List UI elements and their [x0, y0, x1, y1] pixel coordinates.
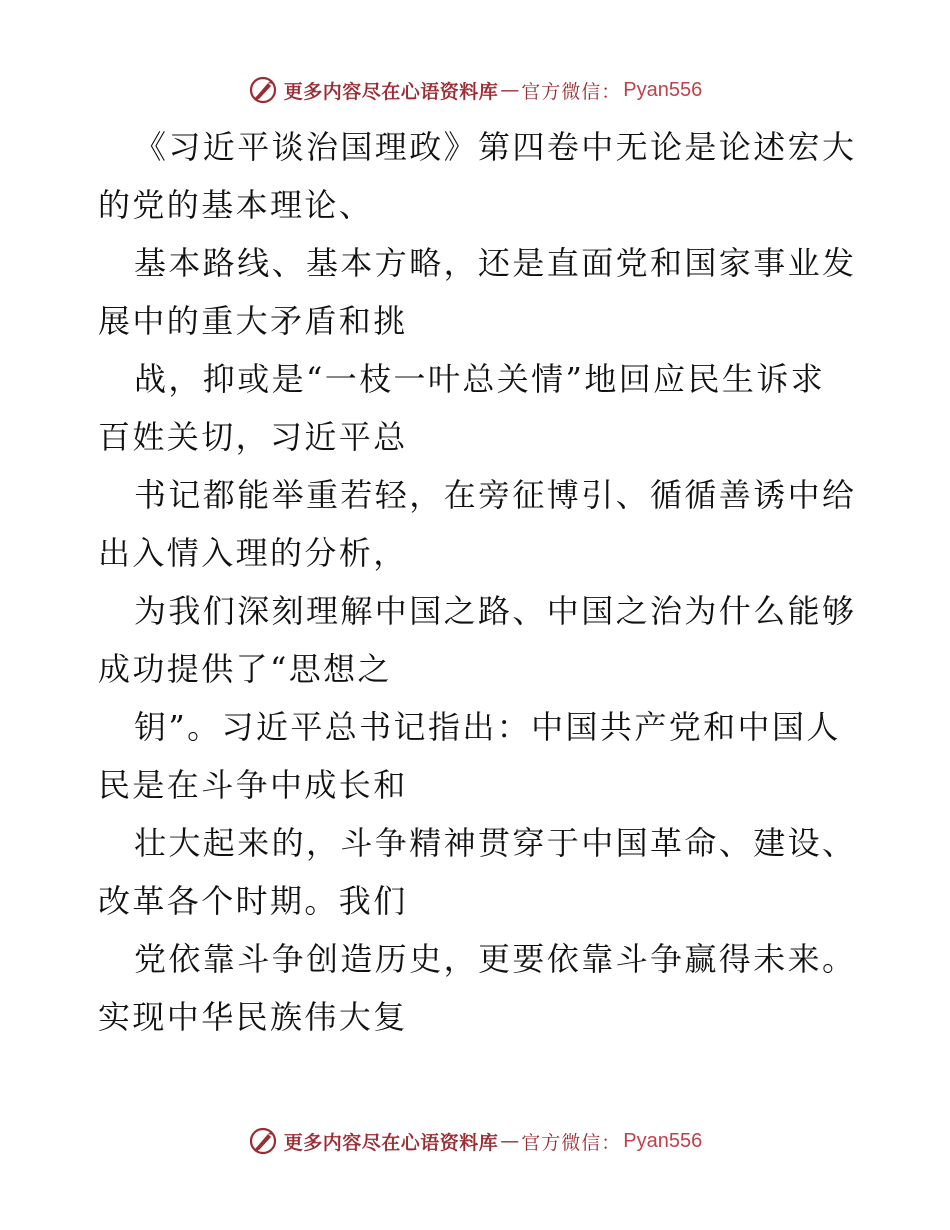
header-banner [0, 72, 950, 108]
document-body [98, 118, 858, 1046]
footer-banner [0, 1123, 950, 1159]
footer-wechat-id: Pyan556 [623, 1129, 703, 1152]
text-line: 为我们深刻理解中国之路、中国之治为什么能够 [134, 592, 857, 630]
header-wechat-id: Pyan556 [623, 78, 703, 101]
text-line: 成功提供了“思想之 [98, 650, 392, 688]
text-line: 改革各个时期。我们 [98, 882, 408, 920]
text-line: 基本路线、基本方略，还是直面党和国家事业发 [134, 244, 857, 282]
footer-wechat-label: 官方微信： [521, 1131, 622, 1154]
text-line: 《习近平谈治国理政》第四卷中无论是论述宏大 [134, 128, 857, 166]
text-line: 钥”。习近平总书记指出：中国共产党和中国人 [134, 708, 841, 746]
text-line: 民是在斗争中成长和 [98, 766, 408, 804]
text-line: 实现中华民族伟大复 [98, 998, 408, 1036]
header-site-title: 更多内容尽在心语资料库 [283, 80, 499, 103]
header-wechat-label: 官方微信： [521, 80, 622, 103]
text-line: 壮大起来的，斗争精神贯穿于中国革命、建设、 [134, 824, 857, 862]
text-line: 党依靠斗争创造历史，更要依靠斗争赢得未来。 [134, 940, 857, 978]
text-line: 出入情入理的分析， [98, 534, 408, 572]
text-line: 的党的基本理论、 [98, 186, 374, 224]
header-dash: — [500, 79, 520, 101]
quill-logo-icon [248, 1126, 278, 1156]
quill-logo-icon [248, 75, 278, 105]
text-line: 书记都能举重若轻，在旁征博引、循循善诱中给 [134, 476, 857, 514]
text-line: 展中的重大矛盾和挑 [98, 302, 408, 340]
footer-site-title: 更多内容尽在心语资料库 [283, 1131, 499, 1154]
text-line: 战，抑或是“一枝一叶总关情”地回应民生诉求 [134, 360, 826, 398]
text-line: 百姓关切，习近平总 [98, 418, 408, 456]
footer-dash: — [500, 1130, 520, 1152]
